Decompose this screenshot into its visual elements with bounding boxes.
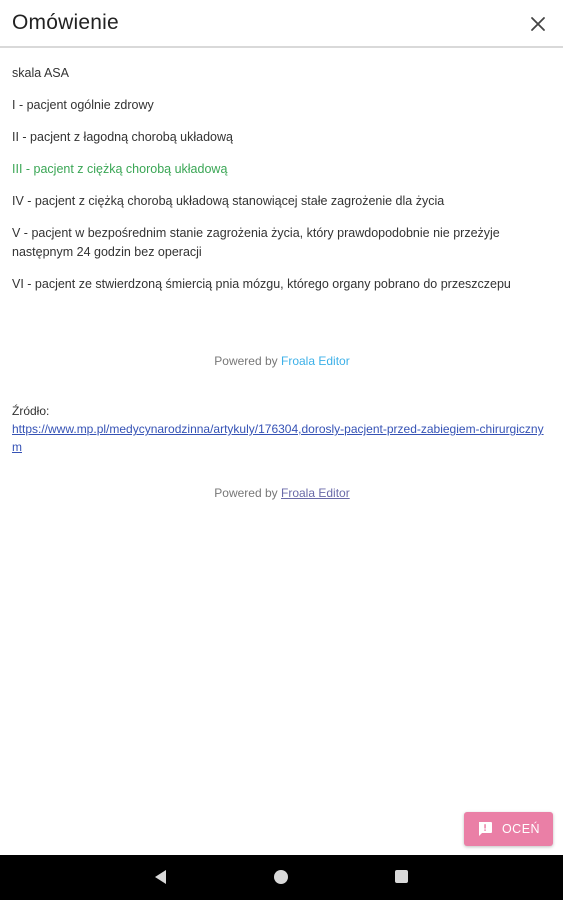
paragraph-asa-5: V - pacjent w bezpośrednim stanie zagrożenia życia, który prawdopodobnie nie przeżyje następnym 24 godzin bez operacji (12, 226, 500, 259)
source-link[interactable]: https://www.mp.pl/medycynarodzinna/artykuly/176304,dorosly-pacjent-przed-zabiegiem-chirurgicznym (12, 422, 544, 454)
source-section (12, 402, 552, 456)
powered-by-text: Powered by (214, 354, 278, 368)
header-bar (0, 0, 563, 48)
close-icon (530, 16, 546, 32)
page-title: Omówienie (12, 11, 119, 34)
powered-by-froala-2 (12, 486, 552, 500)
paragraph-asa-6: VI - pacjent ze stwierdzoną śmiercią pnia mózgu, którego organy pobrano do przeszczepu (12, 277, 511, 291)
overview-content (12, 64, 552, 500)
home-button[interactable] (274, 870, 288, 884)
paragraph-asa-4: IV - pacjent z ciężką chorobą układową stanowiącej stałe zagrożenie dla życia (12, 194, 445, 208)
paragraph-asa-1: I - pacjent ogólnie zdrowy (12, 98, 154, 112)
paragraph-asa-2: II - pacjent z łagodną chorobą układową (12, 130, 233, 144)
back-icon (152, 868, 168, 886)
source-label: Źródło: (12, 404, 50, 418)
back-button[interactable] (152, 868, 168, 891)
rate-button[interactable] (464, 812, 553, 846)
system-navigation-bar (0, 855, 563, 900)
feedback-icon (477, 821, 493, 837)
powered-by-text-2: Powered by (214, 486, 278, 500)
froala-link[interactable]: Froala Editor (281, 354, 350, 368)
paragraph-asa-3: III - pacjent z ciężką chorobą układową (12, 162, 228, 176)
recent-apps-button[interactable] (395, 870, 408, 883)
froala-link-2[interactable]: Froala Editor (281, 486, 350, 500)
rate-button-label: OCEŃ (501, 822, 541, 836)
close-button[interactable] (525, 11, 551, 37)
powered-by-froala (12, 354, 552, 368)
paragraph-asa-title: skala ASA (12, 66, 69, 80)
